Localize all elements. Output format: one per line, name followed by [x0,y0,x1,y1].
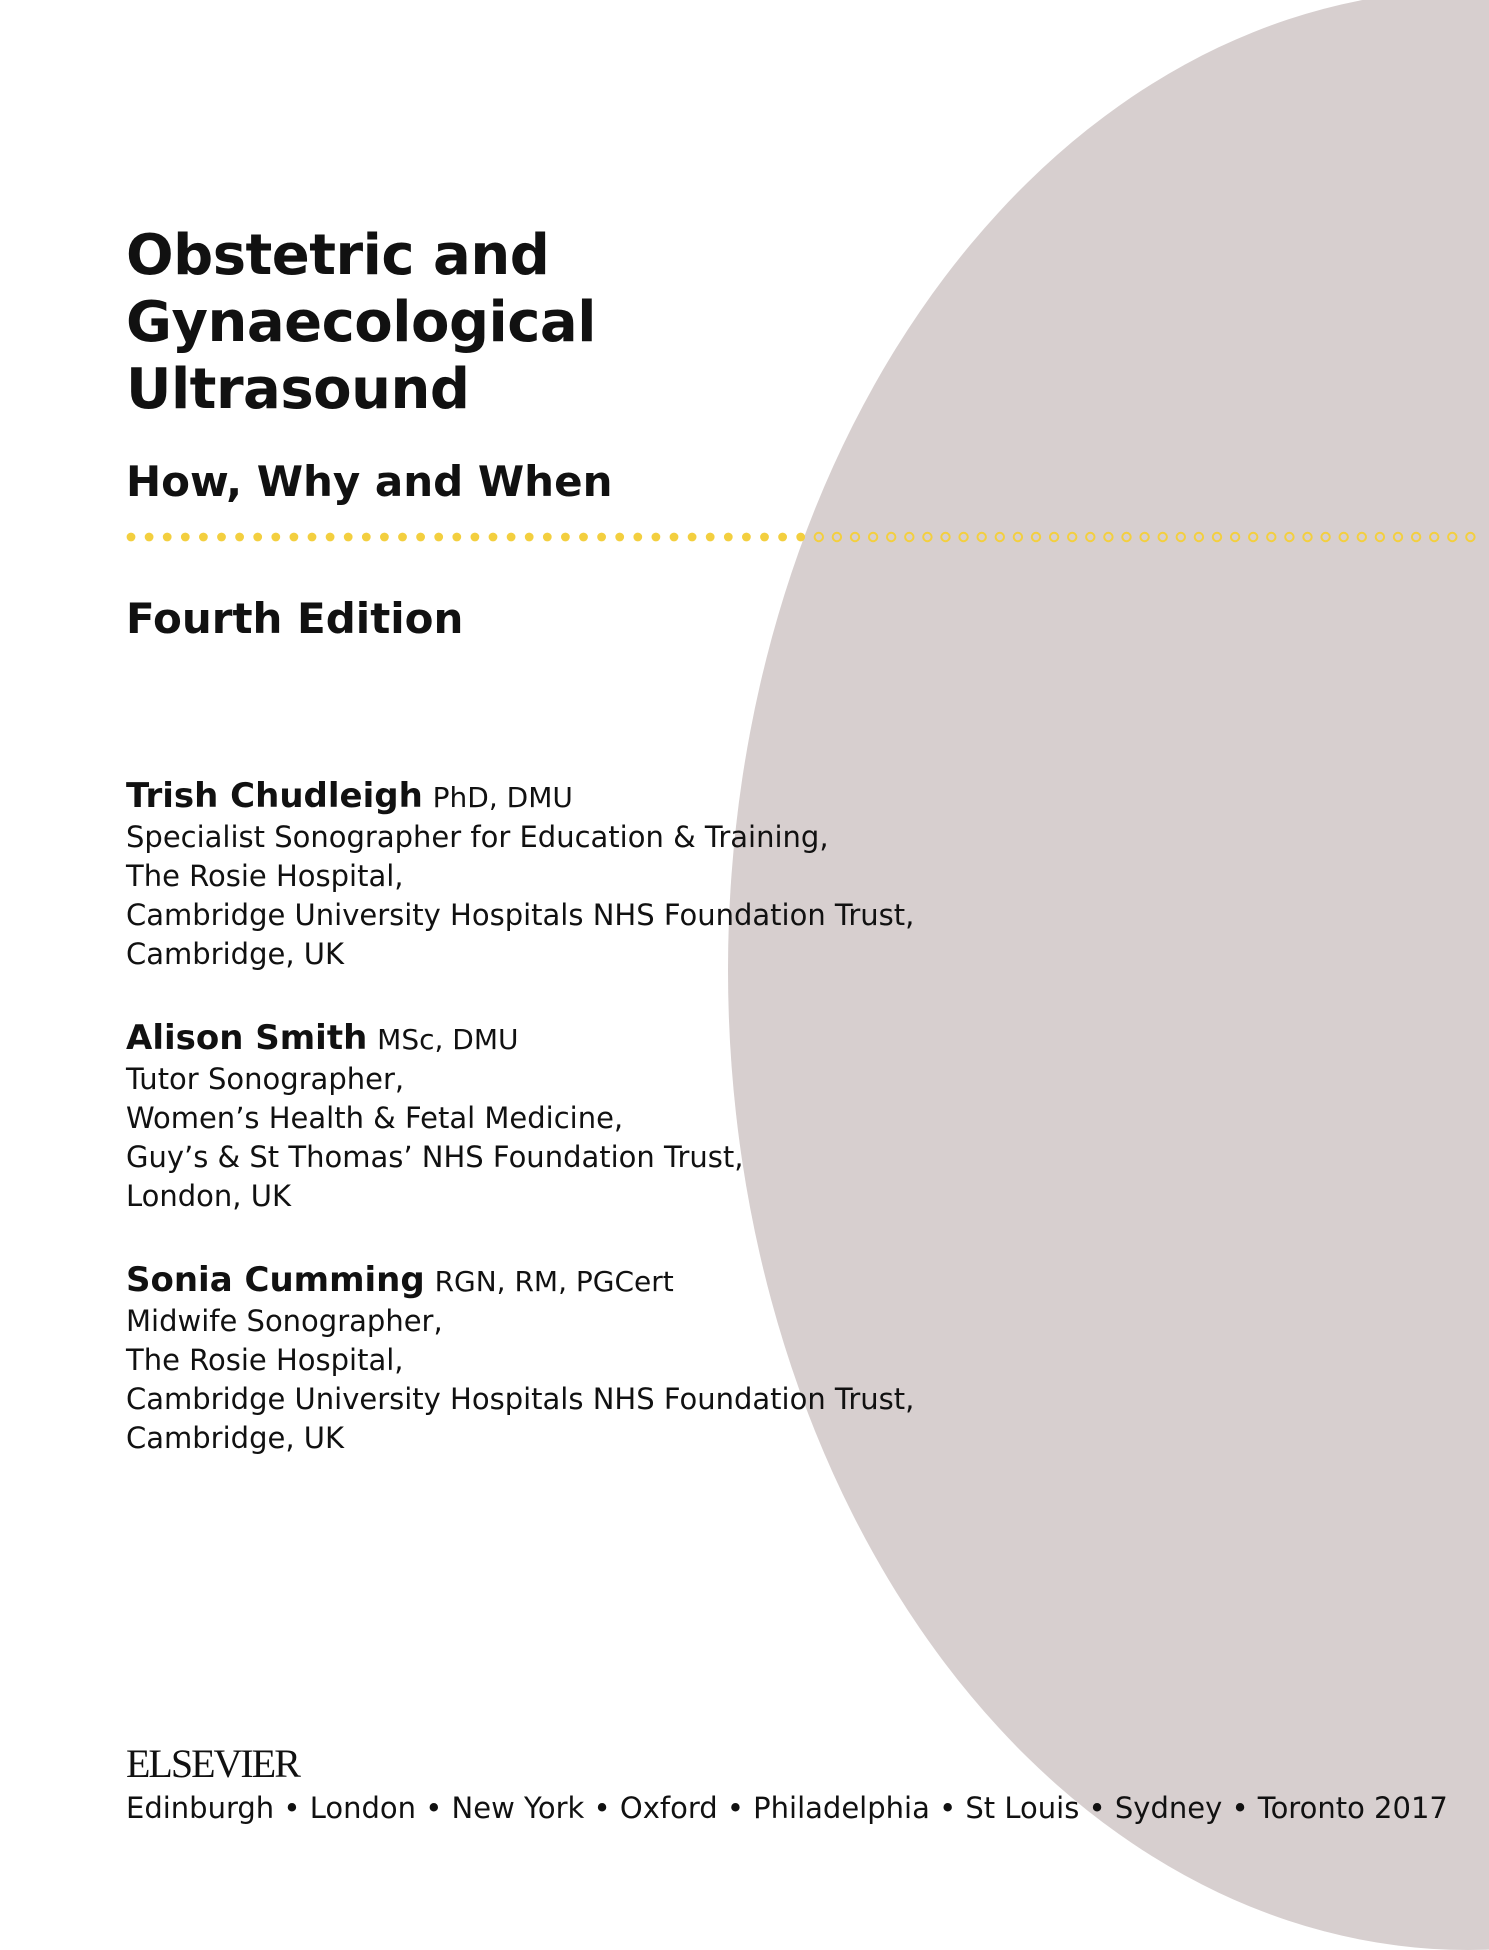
author-block [126,776,1026,974]
divider-dot [1466,533,1474,541]
divider-dot [833,533,841,541]
divider-dot [1430,533,1438,541]
divider-dot [923,533,931,541]
publisher-logo: ELSEVIER [126,1741,299,1786]
divider-dot [1213,533,1221,541]
divider-dot [1267,533,1275,541]
divider-dot [471,533,480,542]
publisher-cities: Edinburgh • London • New York • Oxford • Philadelphia • St Louis • Sydney • Toronto 2017 [126,1791,1448,1825]
author-qualifications: RGN, RM, PGCert [434,1265,674,1298]
divider-dot [235,533,244,542]
divider-dot [217,533,226,542]
divider-dot [760,533,769,542]
divider-dot [978,533,986,541]
divider-dot [1032,533,1040,541]
divider-dot [380,533,389,542]
divider-dot [996,533,1004,541]
divider-dot [1394,533,1402,541]
divider-dot [507,533,516,542]
divider-dot [1448,533,1456,541]
divider-dot [145,533,154,542]
divider-dot [326,533,335,542]
divider-dot [796,533,805,542]
divider-dot [1412,533,1420,541]
divider-dot [253,533,262,542]
author-qualifications: PhD, DMU [432,781,573,814]
divider-dot [290,533,299,542]
divider-dot [362,533,371,542]
divider-dot [1068,533,1076,541]
divider-dot [905,533,913,541]
affiliation-line: Women’s Health & Fetal Medicine, [126,1101,624,1135]
author-name: Trish Chudleigh [126,776,423,816]
affiliation-line: Cambridge, UK [126,937,344,971]
divider-dot [1014,533,1022,541]
divider-dot [1122,533,1130,541]
divider-dot [1376,533,1384,541]
author-qualifications: MSc, DMU [377,1023,519,1056]
title-line: Obstetric and [126,223,550,288]
divider-dot [416,533,425,542]
divider-dot [1340,533,1348,541]
divider-dot [959,533,967,541]
divider-dot [887,533,895,541]
divider-dot [1104,533,1112,541]
divider-dot [199,533,208,542]
affiliation-line: The Rosie Hospital, [126,1343,404,1377]
divider-dot [597,533,606,542]
divider-dot [434,533,443,542]
edition-label: Fourth Edition [126,594,464,643]
divider-dot [706,533,715,542]
divider-dot [579,533,588,542]
divider-dot [561,533,570,542]
affiliation-line: Cambridge University Hospitals NHS Foundation Trust, [126,898,915,932]
divider-dot [1177,533,1185,541]
divider-dot [941,533,949,541]
affiliation-line: Specialist Sonographer for Education & Training, [126,820,829,854]
divider-dot [1285,533,1293,541]
author-block [126,1018,1026,1216]
dotted-divider [0,522,1489,552]
divider-dot [778,533,787,542]
divider-dot [742,533,751,542]
author-name: Alison Smith [126,1018,368,1058]
divider-dot [308,533,317,542]
divider-dot [670,533,679,542]
divider-dot [344,533,353,542]
divider-dot [127,533,136,542]
divider-dot [525,533,534,542]
divider-dot [869,533,877,541]
divider-dot [1231,533,1239,541]
divider-dot [615,533,624,542]
divider-dot [1249,533,1257,541]
divider-dot [181,533,190,542]
divider-dot [1050,533,1058,541]
affiliation-line: Guy’s & St Thomas’ NHS Foundation Trust, [126,1140,744,1174]
author-name: Sonia Cumming [126,1260,425,1300]
divider-dot [1321,533,1329,541]
divider-dot [652,533,661,542]
divider-dot [1303,533,1311,541]
page-subtitle: How, Why and When [126,457,613,506]
title-line: Ultrasound [126,357,470,422]
divider-dot [1195,533,1203,541]
affiliation-line: Tutor Sonographer, [126,1062,405,1096]
divider-dot [1086,533,1094,541]
title-line: Gynaecological [126,290,596,355]
divider-dot [163,533,172,542]
divider-dot [724,533,733,542]
divider-dot [688,533,697,542]
author-block [126,1260,1026,1458]
divider-dot [489,533,498,542]
divider-dot [851,533,859,541]
divider-dot [1159,533,1167,541]
affiliation-line: The Rosie Hospital, [126,859,404,893]
divider-dot [633,533,642,542]
divider-dot [815,533,823,541]
divider-dot [543,533,552,542]
affiliation-line: Cambridge, UK [126,1421,344,1455]
divider-dot [1358,533,1366,541]
divider-dot [398,533,407,542]
affiliation-line: London, UK [126,1179,291,1213]
page-title [126,222,846,423]
divider-dot [452,533,461,542]
affiliation-line: Cambridge University Hospitals NHS Foundation Trust, [126,1382,915,1416]
divider-dot [271,533,280,542]
affiliation-line: Midwife Sonographer, [126,1304,443,1338]
divider-dot [1140,533,1148,541]
